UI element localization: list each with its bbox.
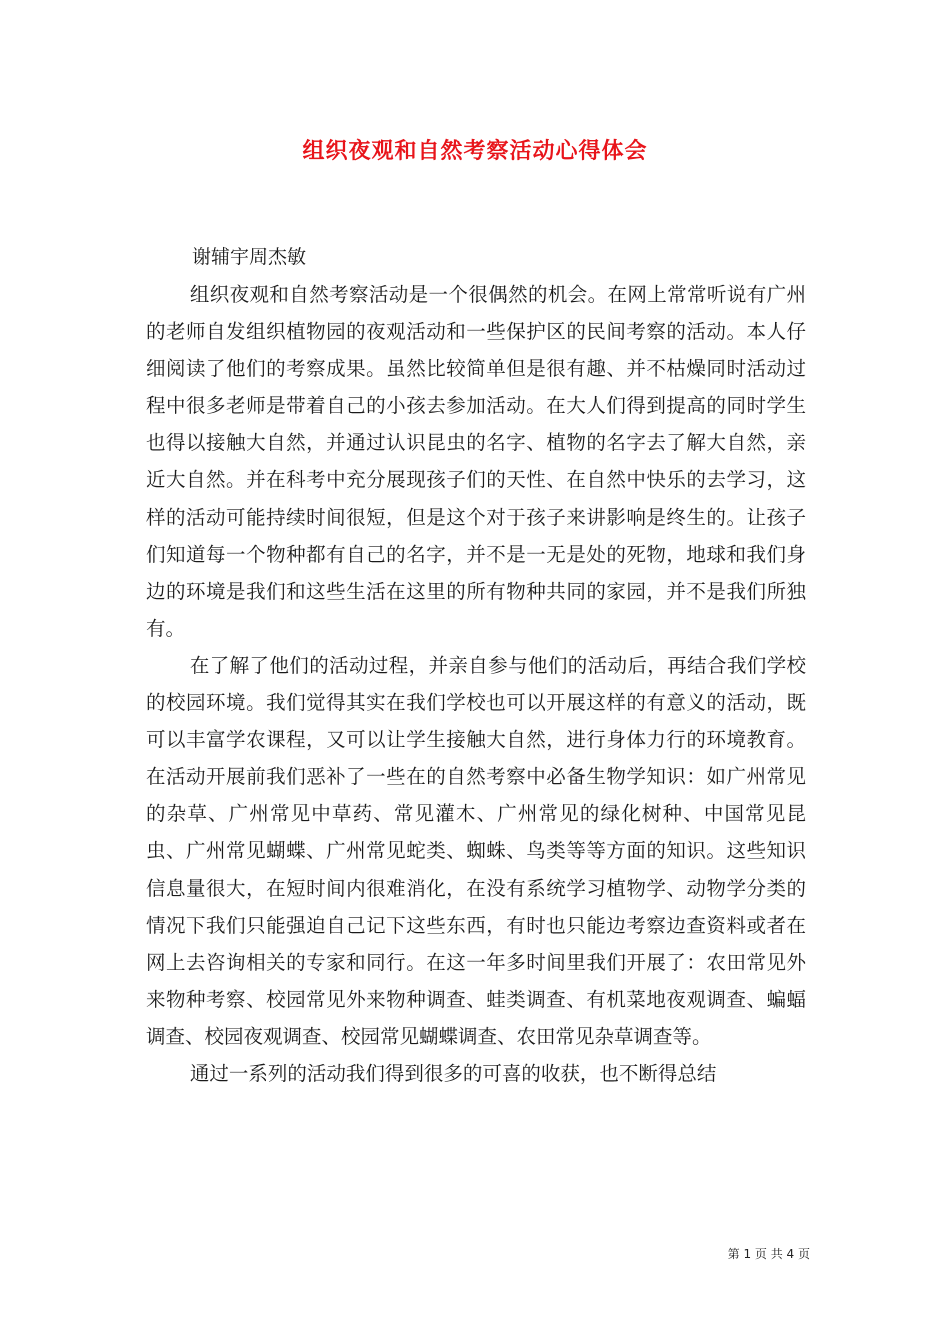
document-title: 组织夜观和自然考察活动心得体会 (302, 139, 648, 164)
author-line: 谢辅宇周杰敏 (192, 246, 307, 268)
body-text (146, 276, 806, 1092)
paragraph-1: 组织夜观和自然考察活动是一个很偶然的机会。在网上常常听说有广州的老师自发组织植物园的夜观活动和一些保护区的民间考察的活动。本人仔细阅读了他们的考察成果。虽然比较简单但是很有趣、并不枯燥同时活动过程中很多老师是带着自己的小孩去参加活动。在大人们得到提高的同时学生也得以接触大自然，并通过认识昆虫的名字、植物的名字去了解大自然，亲近大自然。并在科考中充分展现孩子们的天性、在自然中快乐的去学习，这样的活动可能持续时间很短，但是这个对于孩子来讲影响是终生的。让孩子们知道每一个物种都有自己的名字，并不是一无是处的死物，地球和我们身边的环境是我们和这些生活在这里的所有物种共同的家园，并不是我们所独有。 (146, 283, 806, 640)
paragraph-2: 在了解了他们的活动过程，并亲自参与他们的活动后，再结合我们学校的校园环境。我们觉得其实在我们学校也可以开展这样的有意义的活动，既可以丰富学农课程，又可以让学生接触大自然，进行身体力行的环境教育。在活动开展前我们恶补了一些在的自然考察中必备生物学知识：如广州常见的杂草、广州常见中草药、常见灌木、广州常见的绿化树种、中国常见昆虫、广州常见蝴蝶、广州常见蛇类、蜘蛛、鸟类等等方面的知识。这些知识信息量很大，在短时间内很难消化，在没有系统学习植物学、动物学分类的情况下我们只能强迫自己记下这些东西，有时也只能边考察边查资料或者在网上去咨询相关的专家和同行。在这一年多时间里我们开展了：农田常见外来物种考察、校园常见外来物种调查、蛙类调查、有机菜地夜观调查、蝙蝠调查、校园夜观调查、校园常见蝴蝶调查、农田常见杂草调查等。 (146, 653, 806, 1048)
paragraph-3: 通过一系列的活动我们得到很多的可喜的收获，也不断得总结 (189, 1061, 717, 1085)
page-number-footer: 第 1 页 共 4 页 (727, 1247, 810, 1261)
